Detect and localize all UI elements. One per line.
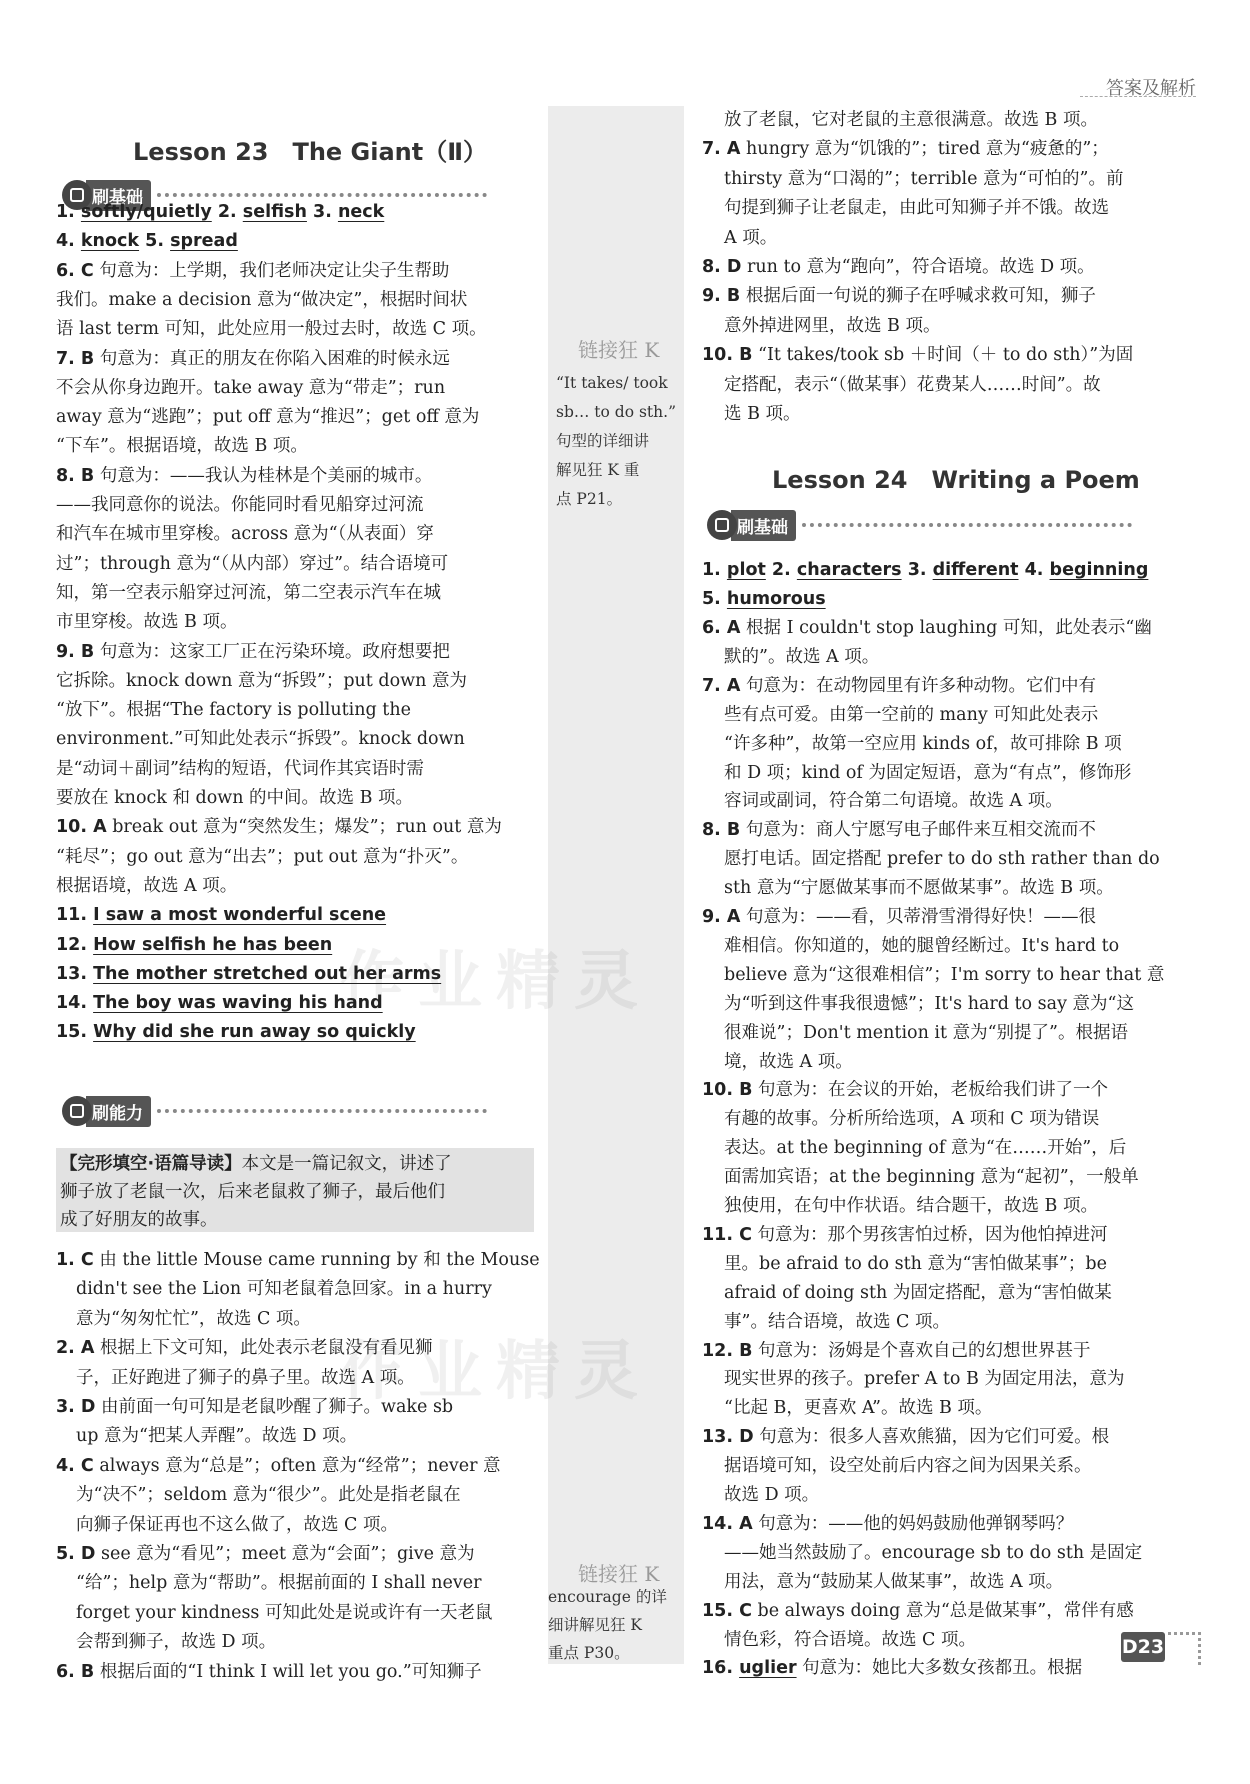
question-number: 4. C (56, 1455, 94, 1476)
answer-line (56, 960, 441, 989)
answer-line (724, 194, 1109, 223)
question-number: 4. (56, 231, 81, 252)
question-number: 9. B (56, 641, 95, 662)
answer-line (76, 1569, 482, 1598)
question-number: 4. (1018, 560, 1050, 580)
answer-blank: humorous (726, 589, 826, 609)
line-text: 由 the little Mouse came running by 和 the Mouse (93, 1250, 540, 1270)
line-text: 故选 D 项。 (724, 1485, 820, 1505)
line-text: “放下”。根据“The factory is polluting the (56, 700, 411, 721)
answer-blank: plot (726, 560, 766, 580)
divider (802, 523, 1132, 527)
line-text: 向狮子保证再也不这么做了，故选 C 项。 (76, 1514, 399, 1535)
answer-line (56, 550, 448, 579)
line-text: environment.”可知此处表示“拆毁”。knock down (56, 729, 465, 750)
answer-line (702, 903, 1096, 932)
line-text: 现实世界的孩子。prefer A to B 为固定用法，意为 (724, 1369, 1125, 1390)
question-number: 6. A (702, 618, 741, 638)
answer-line (56, 227, 238, 256)
answer-line (724, 932, 1119, 961)
answer-line (724, 730, 1122, 759)
answer-line (56, 696, 411, 725)
answer-line (56, 1018, 416, 1047)
badge-label: 刷能力 (86, 1096, 151, 1127)
line-text: 句意为：很多人喜欢熊猫，因为它们可爱。根 (753, 1427, 1110, 1448)
question-number: 9. A (702, 907, 741, 927)
line-text: 根据后面一句说的狮子在呼喊求救可知，狮子 (740, 286, 1096, 307)
line-text: always 意为“总是”；often 意为“经常”；never 意 (93, 1455, 501, 1476)
answer-line (76, 1364, 415, 1393)
answer-line (56, 1334, 433, 1363)
line-text: 由前面一句可知是老鼠吵醒了狮子。wake sb (95, 1397, 454, 1417)
ability-badge (62, 1096, 487, 1126)
answer-line (56, 257, 449, 286)
line-text: “It takes/took sb ＋时间（＋ to do sth）”为固 (752, 345, 1134, 366)
answer-line (724, 1481, 819, 1510)
answer-line (702, 1510, 1073, 1539)
divider (157, 193, 487, 197)
answer-blank: knock (80, 231, 140, 252)
line-text: “许多种”，故第一空应用 kinds of，故可排除 B 项 (724, 733, 1122, 754)
line-text: 和 D 项；kind of 为固定短语，意为“有点”，修饰形 (724, 762, 1132, 783)
question-number: 16. (702, 1658, 740, 1679)
answer-line (76, 1305, 311, 1334)
line-text: 根据上下文可知，此处表示老鼠没有看见狮 (94, 1338, 433, 1359)
line-text: 句意为：上学期，我们老师决定让尖子生帮助 (93, 260, 450, 281)
answer-line (724, 1365, 1124, 1394)
answer-line (56, 286, 467, 315)
answer-blank: different (932, 560, 1019, 580)
question-number: 11. (56, 905, 94, 926)
answer-line (724, 1048, 853, 1077)
line-text: thirsty 意为“口渴的”；terrible 意为“可怕的”。前 (724, 168, 1124, 189)
answer-line (702, 1423, 1109, 1452)
line-text: hungry 意为“饥饿的”；tired 意为“疲惫的”； (740, 139, 1109, 160)
line-text: 不会从你身边跑开。take away 意为“带走”；run (56, 377, 446, 398)
answer-line (724, 1452, 1092, 1481)
line-text: 为“决不”；seldom 意为“很少”。此处是指老鼠在 (76, 1485, 461, 1506)
question-number: 10. B (702, 345, 753, 366)
question-number: 15. (56, 1022, 94, 1043)
answer-blank: beginning (1049, 560, 1149, 580)
question-number: 8. B (702, 820, 741, 841)
answer-line (724, 1163, 1139, 1192)
line-text: 选 B 项。 (724, 404, 801, 424)
answer-line (56, 432, 308, 461)
line-text: believe 意为“这很难相信”；I'm sorry to hear that 意 (724, 964, 1165, 985)
line-text: 句意为：她比大多数女孩都丑。根据 (796, 1658, 1083, 1679)
line-text: 语 last term 可知，此处应用一般过去时，故选 C 项。 (56, 319, 487, 340)
answer-line (702, 585, 826, 614)
line-text: run to 意为“跑向”，符合语境。故选 D 项。 (741, 257, 1095, 277)
question-number: 7. A (702, 139, 741, 160)
link-title-2: 链接狂 K (578, 1562, 660, 1586)
line-text: “给”；help 意为“帮助”。根据前面的 I shall never (76, 1573, 482, 1594)
line-text: 根据 I couldn't stop laughing 可知，此处表示“幽 (740, 618, 1152, 638)
answer-line (56, 1246, 540, 1275)
question-number: 6. B (56, 1661, 95, 1682)
line-text: 境，故选 A 项。 (724, 1051, 853, 1072)
question-number: 14. (56, 993, 94, 1014)
header-divider (1080, 96, 1196, 97)
margin-note-line: sb… to do sth.” (556, 403, 676, 421)
question-number: 13. D (702, 1427, 754, 1448)
answer-line (56, 784, 413, 813)
question-number: 12. B (702, 1340, 753, 1361)
question-number: 5. (702, 589, 727, 609)
answer-line (724, 701, 1098, 730)
line-text: 句意为：汤姆是个喜欢自己的幻想世界甚于 (752, 1340, 1091, 1361)
question-number: 3. (306, 202, 338, 222)
margin-note-line: “It takes/ took (556, 374, 668, 392)
line-text: 用法，意为“鼓励某人做某事”，故选 A 项。 (724, 1571, 1064, 1592)
question-number: 2. A (56, 1338, 95, 1359)
line-text: 句意为：在动物园里有许多种动物。它们中有 (740, 675, 1097, 696)
answer-line (702, 1076, 1108, 1105)
answer-line (724, 371, 1101, 400)
answer-line (702, 556, 1148, 585)
link-title-1: 链接狂 K (578, 338, 660, 362)
answer-line (76, 1481, 461, 1510)
answer-blank: How selfish he has been (93, 934, 333, 955)
answer-line (56, 843, 468, 872)
answer-blank: The mother stretched out her arms (93, 963, 442, 984)
line-text: 和汽车在城市里穿梭。across 意为“（从表面）穿 (56, 524, 434, 545)
line-text: 情色彩，符合语境。故选 C 项。 (724, 1629, 977, 1650)
line-text: 要放在 knock 和 down 的中间。故选 B 项。 (56, 788, 414, 808)
line-text: 子，正好跑进了狮子的鼻子里。故选 A 项。 (76, 1367, 415, 1388)
line-text: 意外掉进网里，故选 B 项。 (724, 315, 941, 336)
question-number: 10. B (702, 1080, 753, 1101)
answer-line (724, 224, 777, 253)
answer-blank: uglier (739, 1658, 797, 1679)
line-text: 事”。结合语境，故选 C 项。 (724, 1311, 950, 1332)
margin-note-line: 点 P21。 (556, 490, 623, 508)
line-text: 里。be afraid to do sth 意为“害怕做某事”；be (724, 1253, 1107, 1274)
question-number: 14. A (702, 1513, 753, 1534)
answer-line (724, 643, 879, 672)
question-number: 7. B (56, 348, 95, 369)
book-icon (707, 510, 737, 540)
book-icon (62, 1096, 92, 1126)
line-text: 句提到狮子让老鼠走，由此可知狮子并不饿。故选 (724, 198, 1109, 219)
line-text: 句意为：——他的妈妈鼓励他弹钢琴吗？ (752, 1513, 1074, 1534)
question-number: 5. D (56, 1544, 96, 1564)
line-text: 面需加宾语；at the beginning 意为“起初”，一般单 (724, 1167, 1139, 1188)
line-text: 愿打电话。固定搭配 prefer to do sth rather than do (724, 849, 1160, 870)
line-text: 默的”。故选 A 项。 (724, 646, 880, 667)
answer-line (56, 638, 450, 667)
question-number: 5. (139, 231, 171, 252)
question-number: 7. A (702, 675, 741, 696)
answer-line (724, 1134, 1126, 1163)
answer-line (56, 872, 237, 901)
page-number: D23 (1121, 1632, 1165, 1662)
line-text: “比起 B，更喜欢 A”。故选 B 项。 (724, 1398, 993, 1419)
line-text: 根据后面的“I think I will let you go.”可知狮子 (94, 1661, 482, 1682)
answer-line (56, 813, 502, 842)
answer-blank: The boy was waving his hand (93, 993, 383, 1014)
line-text: 句意为：那个男孩害怕过桥，因为他怕掉进河 (751, 1224, 1108, 1245)
answer-line (702, 672, 1096, 701)
lesson-23-title: Lesson 23 The Giant（Ⅱ） (133, 138, 488, 166)
line-text: 知，第一空表示船穿过河流，第二空表示汽车在城 (56, 582, 441, 603)
line-text: 意为“匆匆忙忙”，故选 C 项。 (76, 1308, 311, 1329)
answer-line (724, 874, 1114, 903)
line-text: 是“动词＋副词”结构的短语，代词作其宾语时需 (56, 758, 424, 779)
answer-line (724, 1192, 1098, 1221)
answer-line (724, 961, 1164, 990)
answer-line (724, 1105, 1099, 1134)
line-text: didn't see the Lion 可知老鼠着急回家。in a hurry (76, 1279, 492, 1300)
margin-note-line: 解见狂 K 重 (556, 461, 640, 479)
answer-line (56, 198, 384, 227)
answer-line (724, 1250, 1107, 1279)
badge-label: 刷基础 (86, 180, 151, 211)
answer-line (56, 1452, 501, 1481)
line-text: 根据语境，故选 A 项。 (56, 875, 238, 896)
line-text: 据语境可知，设空处前后内容之间为因果关系。 (724, 1456, 1092, 1477)
answer-line (724, 759, 1131, 788)
answer-line (724, 1279, 1112, 1308)
answer-line (56, 725, 465, 754)
answer-line (724, 845, 1160, 874)
answer-line (56, 403, 479, 432)
line-text: sth 意为“宁愿做某事而不愿做某事”。故选 B 项。 (724, 878, 1114, 899)
line-text: 为“听到这件事我很遗憾”；It's hard to say 意为“这 (724, 993, 1134, 1014)
watermark: 作业精灵 (340, 1335, 652, 1409)
answer-line (56, 755, 424, 784)
answer-line (76, 1511, 398, 1540)
line-text: 过”；through 意为“（从内部）穿过”。结合语境可 (56, 553, 449, 574)
line-text: afraid of doing sth 为固定搭配，意为“害怕做某 (724, 1282, 1112, 1303)
answer-line (702, 1597, 1134, 1626)
answer-line (56, 989, 383, 1018)
answer-blank: spread (170, 231, 238, 252)
answer-blank: Why did she run away so quickly (93, 1022, 416, 1043)
line-text: 它拆除。knock down 意为“拆毁”；put down 意为 (56, 670, 467, 691)
question-number: 1. C (56, 1250, 94, 1270)
line-text: 放了老鼠，它对老鼠的主意很满意。故选 B 项。 (724, 110, 1098, 130)
answer-line (56, 520, 434, 549)
line-text: 会帮到狮子，故选 D 项。 (76, 1632, 277, 1653)
line-text: A 项。 (724, 227, 778, 248)
answer-line (702, 341, 1133, 370)
answer-line (56, 345, 450, 374)
line-text: ——她当然鼓励了。encourage sb to do sth 是固定 (724, 1542, 1143, 1563)
line-text: 很难说”；Don't mention it 意为“别提了”。根据语 (724, 1022, 1128, 1043)
guide-line: 【完形填空·语篇导读】本文是一篇记叙文，讲述了 (60, 1154, 452, 1174)
line-text: 表达。at the beginning of 意为“在……开始”，后 (724, 1138, 1127, 1159)
answer-blank: neck (337, 202, 385, 222)
answer-line (724, 1568, 1063, 1597)
answer-line (724, 106, 1098, 135)
margin-note-line: 句型的详细讲 (556, 432, 650, 450)
answer-line (724, 1394, 992, 1423)
margin-note-line: 重点 P30。 (548, 1644, 630, 1662)
answer-line (56, 931, 332, 960)
question-number: 6. C (56, 260, 94, 281)
line-text: 句意为：在会议的开始，老板给我们讲了一个 (752, 1080, 1108, 1101)
line-text: “耗尽”；go out 意为“出去”；put out 意为“扑灭”。 (56, 846, 469, 867)
question-number: 15. C (702, 1600, 752, 1621)
line-text: 定搭配，表示“（做某事）花费某人……时间”。故 (724, 374, 1101, 395)
answer-line (76, 1599, 492, 1628)
line-text: 些有点可爱。由第一空前的 many 可知此处表示 (724, 704, 1099, 725)
line-text: away 意为“逃跑”；put off 意为“推迟”；get off 意为 (56, 407, 480, 428)
margin-note-line: encourage 的详 (548, 1588, 667, 1606)
line-text: 我们。make a decision 意为“做决定”，根据时间状 (56, 289, 468, 310)
margin-note-line: 细讲解见狂 K (548, 1616, 643, 1634)
question-number: 8. D (702, 257, 742, 277)
question-number: 1. (702, 560, 727, 580)
answer-line (724, 787, 1063, 816)
question-number: 3. (901, 560, 933, 580)
question-number: 3. D (56, 1397, 96, 1417)
answer-line (56, 1540, 475, 1569)
answer-blank: characters (796, 560, 902, 580)
answer-line (724, 1019, 1128, 1048)
answer-line (702, 1654, 1082, 1683)
header-label: 答案及解析 (1106, 78, 1196, 99)
answer-line (56, 1658, 482, 1687)
line-text: 市里穿梭。故选 B 项。 (56, 612, 238, 633)
answer-line (724, 400, 801, 429)
watermark: 作业精灵 (340, 945, 652, 1019)
badge-label: 刷基础 (731, 510, 796, 541)
line-text: 句意为：这家工厂正在污染环境。政府想要把 (94, 641, 450, 662)
answer-line (56, 1393, 453, 1422)
guide-line: 狮子放了老鼠一次，后来老鼠救了狮子，最后他们 (60, 1182, 445, 1202)
lesson-24-title: Lesson 24 Writing a Poem (772, 466, 1140, 494)
corner-dots (1168, 1632, 1201, 1665)
line-text: 句意为：——我认为桂林是个美丽的城市。 (94, 465, 433, 486)
answer-blank: I saw a most wonderful scene (93, 905, 387, 926)
line-text: 容词或副词，符合第二句语境。故选 A 项。 (724, 791, 1063, 812)
line-text: up 意为“把某人弄醒”。故选 D 项。 (76, 1426, 358, 1447)
answer-line (702, 135, 1109, 164)
answer-line (702, 253, 1095, 282)
line-text: 句意为：商人宁愿写电子邮件来互相交流而不 (740, 820, 1096, 841)
answer-line (702, 1337, 1091, 1366)
answer-line (56, 462, 432, 491)
line-text: break out 意为“突然发生；爆发”；run out 意为 (106, 817, 502, 838)
answer-line (56, 315, 487, 344)
answer-line (724, 1539, 1142, 1568)
answer-line (702, 614, 1152, 643)
question-number: 11. C (702, 1224, 752, 1245)
answer-line (56, 374, 445, 403)
answer-line (56, 491, 424, 520)
line-text: be always doing 意为“总是做某事”，常伴有感 (751, 1600, 1134, 1621)
divider (157, 1109, 487, 1113)
answer-blank: selfish (242, 202, 307, 222)
line-text: 句意为：真正的朋友在你陷入困难的时候永远 (94, 348, 450, 369)
line-text: see 意为“看见”；meet 意为“会面”；give 意为 (95, 1544, 475, 1564)
answer-line (56, 608, 238, 637)
line-text: forget your kindness 可知此处是说或许有一天老鼠 (76, 1602, 493, 1623)
answer-line (56, 667, 467, 696)
answer-line (724, 1308, 950, 1337)
answer-line (76, 1628, 276, 1657)
answer-line (76, 1422, 357, 1451)
question-number: 8. B (56, 465, 95, 486)
question-number: 9. B (702, 286, 741, 307)
question-number: 1. (56, 202, 81, 222)
line-text: 句意为：——看，贝蒂滑雪滑得好快！——很 (740, 907, 1097, 927)
answer-line (724, 165, 1123, 194)
answer-line (724, 990, 1134, 1019)
line-text: ——我同意你的说法。你能同时看见船穿过河流 (56, 495, 424, 515)
answer-line (702, 1221, 1108, 1250)
line-text: 独使用，在句中作状语。结合题干，故选 B 项。 (724, 1196, 1098, 1216)
question-number: 12. (56, 934, 94, 955)
guide-line: 成了好朋友的故事。 (60, 1210, 218, 1230)
line-text: 有趣的故事。分析所给选项，A 项和 C 项为错误 (724, 1109, 1100, 1130)
question-number: 2. (211, 202, 243, 222)
question-number: 10. A (56, 817, 107, 838)
answer-line (702, 816, 1096, 845)
answer-blank: softly/quietly (80, 202, 212, 222)
line-text: “下车”。根据语境，故选 B 项。 (56, 436, 308, 457)
basic-badge (707, 510, 1132, 540)
answer-line (76, 1275, 492, 1304)
line-text: 难相信。你知道的，她的腿曾经断过。It's hard to (724, 935, 1120, 956)
answer-line (724, 312, 941, 341)
answer-line (702, 282, 1096, 311)
question-number: 2. (765, 560, 797, 580)
answer-line (56, 901, 386, 930)
question-number: 13. (56, 963, 94, 984)
answer-line (724, 1626, 976, 1655)
answer-line (56, 579, 441, 608)
